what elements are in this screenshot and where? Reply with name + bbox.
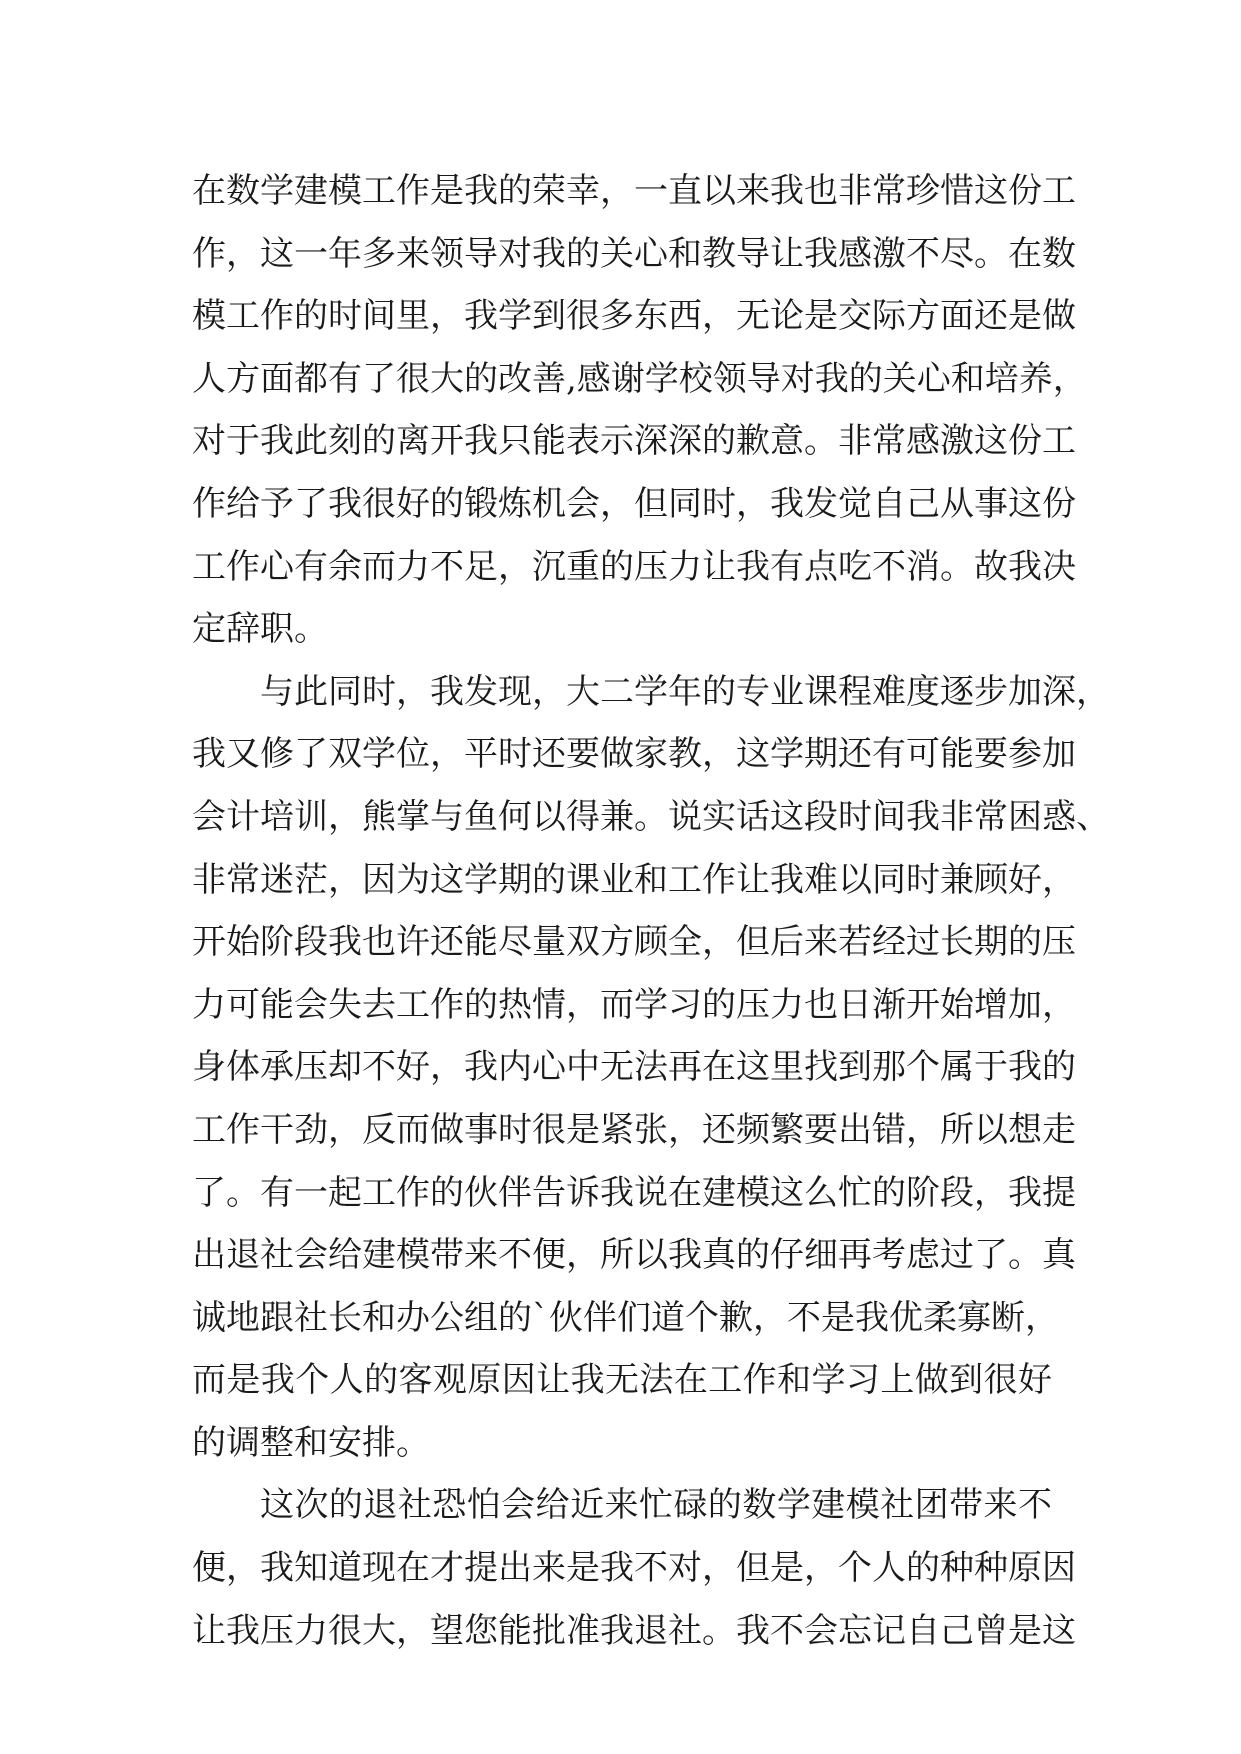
text-line: 模工作的时间里，我学到很多东西，无论是交际方面还是做	[192, 296, 1076, 337]
text-line: 非常迷茫，因为这学期的课业和工作让我难以同时兼顾好，	[192, 859, 1076, 900]
paragraph-3	[192, 1474, 1076, 1662]
text-line: 开始阶段我也许还能尽量双方顾全，但后来若经过长期的压	[192, 922, 1076, 963]
text-line: 让我压力很大，望您能批准我退社。我不会忘记自己曾是这	[192, 1610, 1076, 1651]
text-line: 工作心有余而力不足，沉重的压力让我有点吃不消。故我决	[192, 546, 1076, 587]
text-line: 作，这一年多来领导对我的关心和教导让我感激不尽。在数	[192, 233, 1076, 274]
text-line: 诚地跟社长和办公组的`伙伴们道个歉，不是我优柔寡断，	[192, 1297, 1059, 1338]
paragraph-2	[192, 661, 1110, 1475]
text-line: 作给予了我很好的锻炼机会，但同时，我发觉自己从事这份	[192, 483, 1076, 524]
body-text	[192, 160, 1110, 1662]
text-line: 工作干劲，反而做事时很是紧张，还频繁要出错，所以想走	[192, 1109, 1076, 1150]
text-line: 便，我知道现在才提出来是我不对，但是，个人的种种原因	[192, 1548, 1076, 1589]
text-line: 力可能会失去工作的热情，而学习的压力也日渐开始增加，	[192, 984, 1076, 1025]
text-line: 而是我个人的客观原因让我无法在工作和学习上做到很好	[192, 1360, 1052, 1401]
text-line: 人方面都有了很大的改善,感谢学校领导对我的关心和培养，	[192, 358, 1087, 399]
text-line: 对于我此刻的离开我只能表示深深的歉意。非常感激这份工	[192, 421, 1076, 462]
text-line: 在数学建模工作是我的荣幸，一直以来我也非常珍惜这份工	[192, 171, 1076, 211]
text-line: 会计培训，熊掌与鱼何以得兼。说实话这段时间我非常困惑、	[192, 796, 1110, 837]
text-line: 身体承压却不好，我内心中无法再在这里找到那个属于我的	[192, 1047, 1076, 1088]
text-line: 与此同时，我发现，大二学年的专业课程难度逐步加深，	[260, 671, 1110, 712]
text-line: 了。有一起工作的伙伴告诉我说在建模这么忙的阶段，我提	[192, 1172, 1076, 1213]
text-line: 的调整和安排。	[192, 1422, 430, 1463]
text-line: 定辞职。	[192, 609, 328, 650]
text-line: 我又修了双学位，平时还要做家教，这学期还有可能要参加	[192, 734, 1076, 775]
text-line: 这次的退社恐怕会给近来忙碌的数学建模社团带来不	[260, 1485, 1052, 1526]
paragraph-1	[192, 160, 1087, 661]
text-line: 出退社会给建模带来不便，所以我真的仔细再考虑过了。真	[192, 1235, 1076, 1276]
